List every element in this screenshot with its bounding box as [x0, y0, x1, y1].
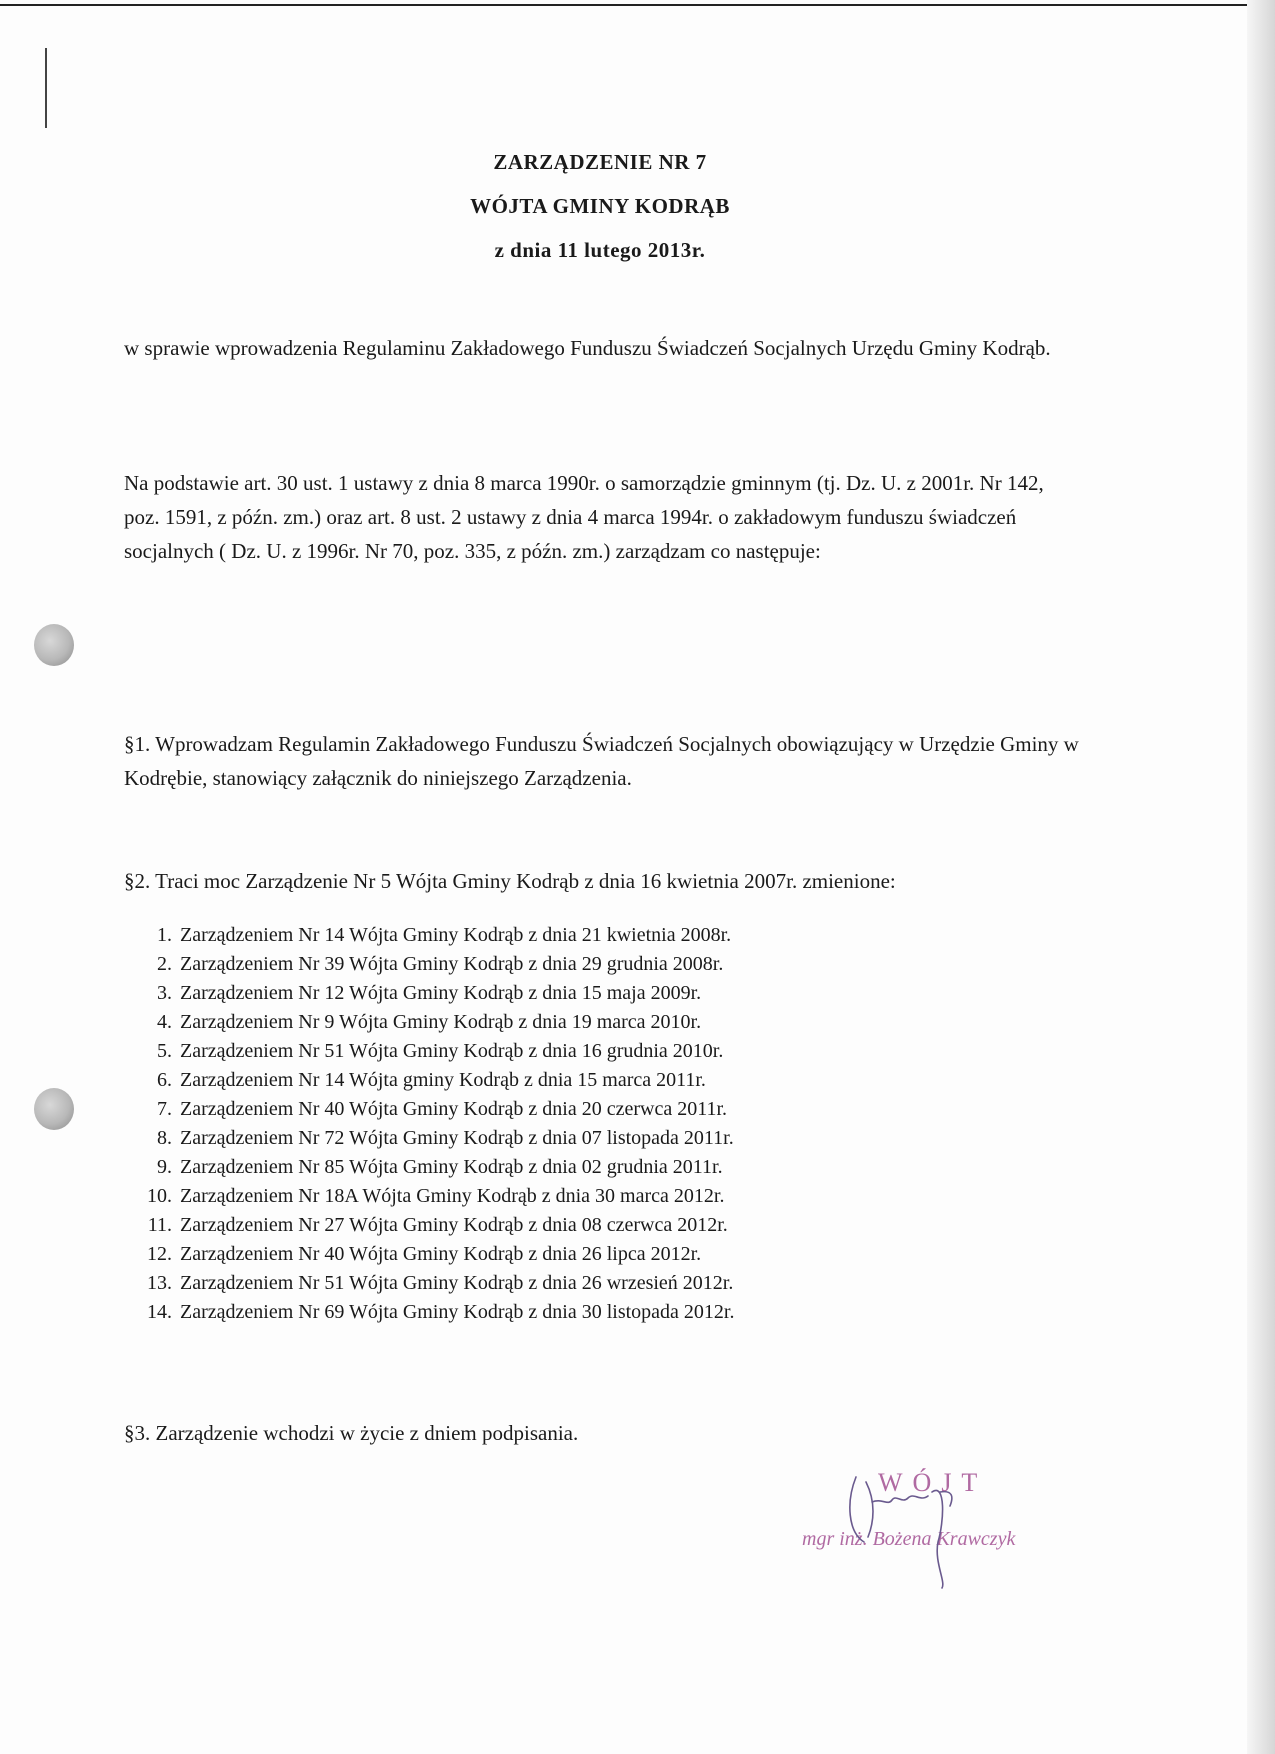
amendment-number: 6.	[157, 1069, 172, 1091]
section-1-paragraph: §1. Wprowadzam Regulamin Zakładowego Funduszu Świadczeń Socjalnych obowiązujący w Urzędzie Gminy w Kodrębie, stanowiący załącznik do niniejszego Zarządzenia.	[124, 732, 1079, 790]
amendment-number: 1.	[157, 924, 172, 946]
amendment-number: 2.	[157, 953, 172, 975]
issuer-title: WÓJTA GMINY KODRĄB	[470, 194, 730, 218]
amendment-text: Zarządzeniem Nr 40 Wójta Gminy Kodrąb z dnia 20 czerwca 2011r.	[180, 1098, 728, 1120]
amendment-number: 11.	[147, 1214, 172, 1236]
amendment-item	[132, 979, 1032, 1008]
signature-stamp	[796, 1468, 1096, 1588]
ordinance-title: ZARZĄDZENIE NR 7	[493, 150, 707, 174]
amendment-text: Zarządzeniem Nr 39 Wójta Gminy Kodrąb z dnia 29 grudnia 2008r.	[180, 953, 724, 975]
amendment-item	[132, 1240, 1032, 1269]
amendment-item	[132, 1124, 1032, 1153]
amendment-text: Zarządzeniem Nr 40 Wójta Gminy Kodrąb z dnia 26 lipca 2012r.	[180, 1243, 702, 1265]
handwritten-signature-icon	[836, 1462, 1036, 1592]
punch-hole-icon	[34, 624, 74, 666]
amendments-list	[132, 921, 1032, 1327]
amendment-text: Zarządzeniem Nr 72 Wójta Gminy Kodrąb z dnia 07 listopada 2011r.	[180, 1127, 734, 1149]
subject-paragraph: w sprawie wprowadzenia Regulaminu Zakładowego Funduszu Świadczeń Socjalnych Urzędu Gminy Kodrąb.	[124, 336, 1051, 360]
amendment-item	[132, 1269, 1032, 1298]
amendment-number: 5.	[157, 1040, 172, 1062]
amendment-text: Zarządzeniem Nr 85 Wójta Gminy Kodrąb z dnia 02 grudnia 2011r.	[180, 1156, 723, 1178]
amendment-item	[132, 950, 1032, 979]
amendment-text: Zarządzeniem Nr 14 Wójta Gminy Kodrąb z dnia 21 kwietnia 2008r.	[180, 924, 732, 946]
stamp-name: mgr inż. Bożena Krawczyk	[802, 1528, 1016, 1550]
amendment-text: Zarządzeniem Nr 12 Wójta Gminy Kodrąb z dnia 15 maja 2009r.	[180, 982, 702, 1004]
amendment-item	[132, 1153, 1032, 1182]
ordinance-date: z dnia 11 lutego 2013r.	[494, 238, 706, 262]
amendment-item	[132, 1298, 1032, 1327]
amendment-item	[132, 1095, 1032, 1124]
scan-edge-shadow	[1247, 0, 1275, 1754]
amendment-number: 3.	[157, 982, 172, 1004]
amendment-text: Zarządzeniem Nr 69 Wójta Gminy Kodrąb z dnia 30 listopada 2012r.	[180, 1301, 735, 1323]
amendment-text: Zarządzeniem Nr 51 Wójta Gminy Kodrąb z dnia 26 wrzesień 2012r.	[180, 1272, 734, 1294]
amendment-item	[132, 1008, 1032, 1037]
section-2-paragraph: §2. Traci moc Zarządzenie Nr 5 Wójta Gminy Kodrąb z dnia 16 kwietnia 2007r. zmienione:	[124, 869, 896, 893]
amendment-number: 10.	[147, 1185, 172, 1207]
amendment-text: Zarządzeniem Nr 51 Wójta Gminy Kodrąb z dnia 16 grudnia 2010r.	[180, 1040, 724, 1062]
amendment-number: 14.	[147, 1301, 172, 1323]
amendment-text: Zarządzeniem Nr 14 Wójta gminy Kodrąb z dnia 15 marca 2011r.	[180, 1069, 706, 1091]
top-edge-line	[0, 4, 1250, 6]
margin-mark	[45, 48, 47, 128]
amendment-text: Zarządzeniem Nr 18A Wójta Gminy Kodrąb z dnia 30 marca 2012r.	[180, 1185, 725, 1207]
amendment-item	[132, 921, 1032, 950]
amendment-number: 7.	[157, 1098, 172, 1120]
amendment-number: 13.	[147, 1272, 172, 1294]
amendment-item	[132, 1066, 1032, 1095]
punch-hole-icon	[34, 1088, 74, 1130]
amendment-number: 4.	[157, 1011, 172, 1033]
amendment-item	[132, 1037, 1032, 1066]
amendment-text: Zarządzeniem Nr 27 Wójta Gminy Kodrąb z dnia 08 czerwca 2012r.	[180, 1214, 728, 1236]
amendment-number: 9.	[157, 1156, 172, 1178]
stamp-title: WÓJT	[878, 1468, 988, 1497]
legal-basis-paragraph: Na podstawie art. 30 ust. 1 ustawy z dnia 8 marca 1990r. o samorządzie gminnym (tj. Dz. U. z 2001r. Nr 142, poz. 1591, z późn. zm.) oraz art. 8 ust. 2 ustawy z dnia 4 marca 1994r. o zakładowym funduszu świadczeń socjalnych ( Dz. U. z 1996r. Nr 70, poz. 335, z późn. zm.) zarządzam co następuje:	[124, 471, 1044, 563]
amendment-item	[132, 1211, 1032, 1240]
amendment-number: 12.	[147, 1243, 172, 1265]
amendment-number: 8.	[157, 1127, 172, 1149]
amendment-text: Zarządzeniem Nr 9 Wójta Gminy Kodrąb z dnia 19 marca 2010r.	[180, 1011, 702, 1033]
amendment-item	[132, 1182, 1032, 1211]
section-3-paragraph: §3. Zarządzenie wchodzi w życie z dniem podpisania.	[124, 1421, 579, 1445]
